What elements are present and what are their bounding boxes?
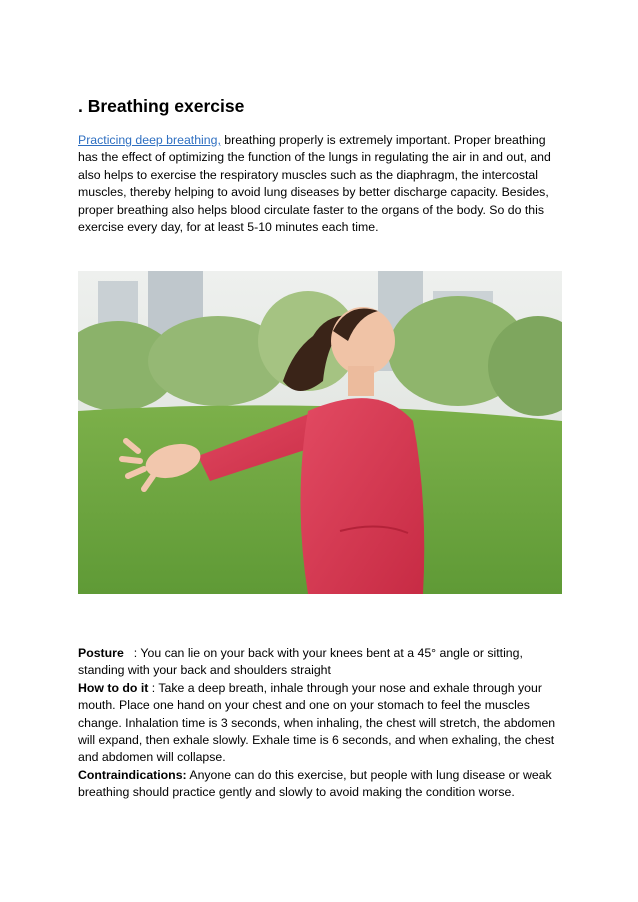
- howto-paragraph: [78, 680, 568, 767]
- section-heading: . Breathing exercise: [78, 96, 245, 116]
- deep-breathing-link[interactable]: Practicing deep breathing,: [78, 133, 221, 147]
- intro-paragraph: [78, 132, 568, 236]
- posture-text: : You can lie on your back with your knees bent at a 45° angle or sitting, standing with your back and shoulders straight: [78, 646, 523, 678]
- howto-text: : Take a deep breath, inhale through your nose and exhale through your mouth. Place one hand on your chest and one on your stomach to feel the muscles change. Inhalation time is 3 seconds, when inhaling, the chest will stretch, the abdomen will expand, then exhale slowly. Exhale time is 6 seconds, and when exhaling, the chest and abdomen will collapse.: [78, 680, 556, 765]
- contra-label: Contraindications:: [78, 767, 187, 782]
- contra-paragraph: [78, 767, 568, 802]
- contra-text: Anyone can do this exercise, but people with lung disease or weak breathing should practice gently and slowly to avoid making the condition worse.: [78, 767, 552, 800]
- exercise-details: [78, 645, 568, 802]
- breathing-photo: [78, 271, 562, 594]
- howto-label: How to do it: [78, 680, 149, 695]
- intro-text: breathing properly is extremely important. Proper breathing has the effect of optimizing the function of the lungs in regulating the air in and out, and also helps to exercise the respiratory muscles such as the diaphragm, the intercostal muscles, thereby helping to avoid lung diseases by better discharge capacity. Besides, proper breathing also helps blood circulate faster to the organs of the body. So do this exercise every day, for at least 5-10 minutes each time.: [78, 133, 551, 235]
- posture-label: Posture: [78, 646, 124, 660]
- posture-paragraph: [78, 645, 568, 680]
